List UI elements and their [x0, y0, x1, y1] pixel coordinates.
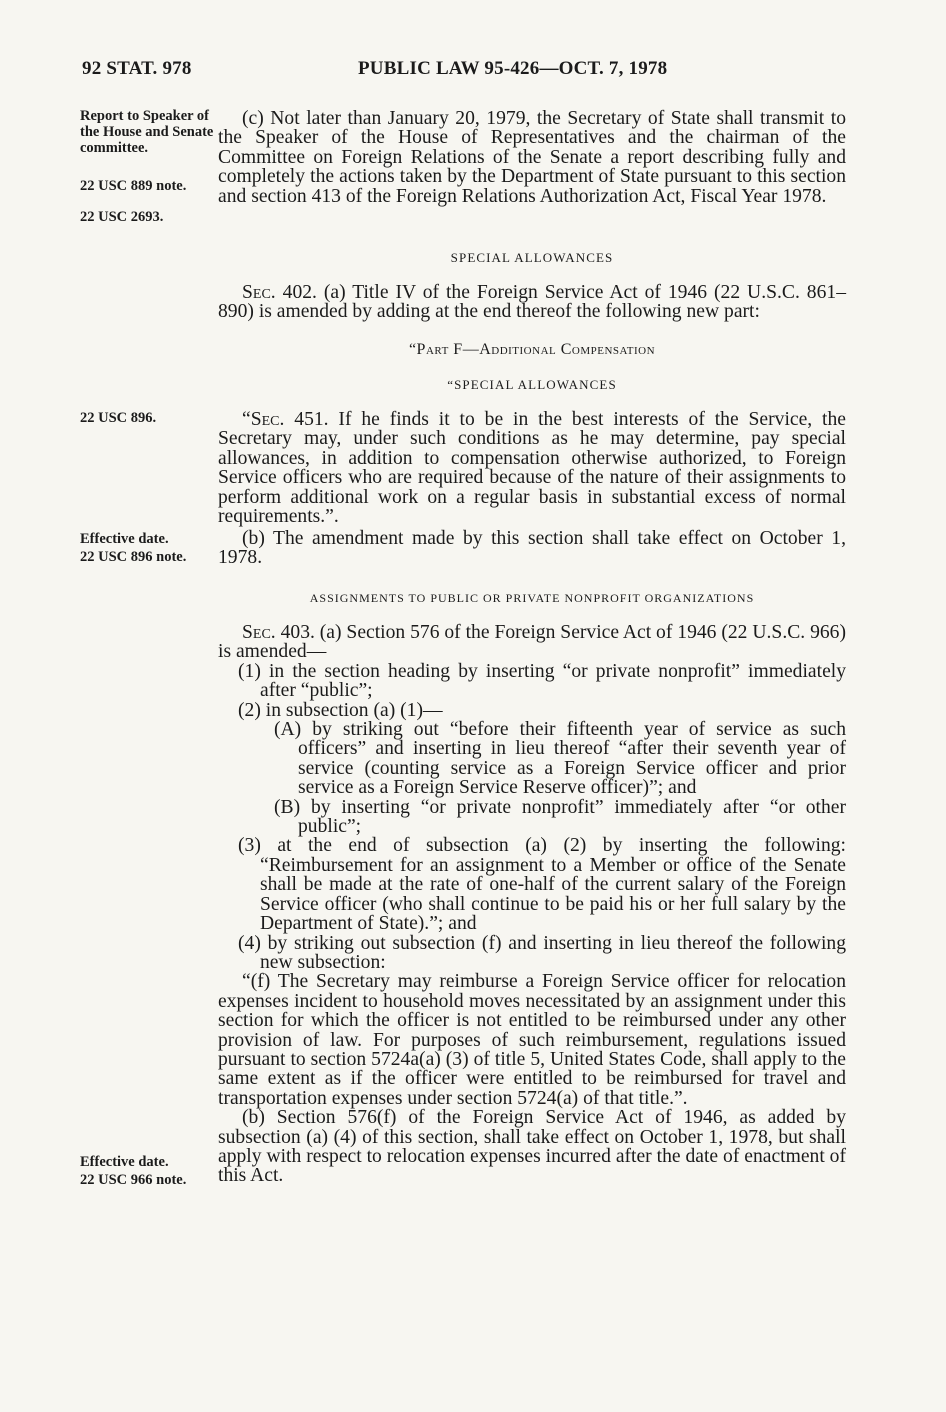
margin-effective-date-2: Effective date. — [80, 1154, 169, 1170]
margin-cite-966-note: 22 USC 966 note. — [80, 1172, 187, 1188]
heading-part-f: “Part F—Additional Compensation — [408, 341, 656, 358]
heading-special-allowances-quoted: “SPECIAL ALLOWANCES — [447, 377, 617, 392]
paragraph-c: (c) Not later than January 20, 1979, the Secretary of State shall transmit to the Speaker of the House of Representatives and the chairman of the Committee on Foreign Relations of the Senate a report describing fully and completely the actions taken by the Department of State pursuant to this section and section 413 of the Foreign Relations Authorization Act, Fiscal Year 1978. — [218, 108, 846, 207]
section-402-b: (b) The amendment made by this section shall take effect on October 1, 1978. — [218, 528, 846, 569]
sec-402-text: 402. (a) Title IV of the Foreign Service Act of 1946 (22 U.S.C. 861–890) is amended by adding at the end thereof the following new part: — [218, 282, 846, 323]
item-3: (3) at the end of subsection (a) (2) by inserting the following: “Reimbursement for an assignment to a Member or office of the Senate shall be made at the rate of one-half of the current salary of the Foreign Service officer (who shall continue to be paid his or her full salary by the Department of State).”; and — [238, 835, 846, 935]
item-2: (2) in subsection (a) (1)— — [238, 699, 443, 721]
item-2a: (A) by striking out “before their fifteenth year of service as such officers” and inserting in lieu thereof “after their seventh year of service (counting service as a Foreign Service officer and prior service as a Foreign Service Reserve officer)”; and — [274, 719, 846, 799]
margin-effective-date-1: Effective date. — [80, 531, 169, 547]
sec-label: “Sec. — [242, 409, 285, 430]
sec-451-text: 451. If he finds it to be in the best interests of the Service, the Secretary may, under such conditions as he may determine, pay special allowances, in addition to compensation otherwise authorized, to Foreign Service officers who are required because of the nature of their assignments to perform additional work on a regular basis in substantial excess of normal requirements.”. — [218, 409, 846, 528]
sec-label: Sec. — [242, 282, 276, 303]
section-403-b: (b) Section 576(f) of the Foreign Service Act of 1946, as added by subsection (a) (4) of this section, shall take effect on October 1, 1978, but shall apply with respect to relocation expenses incurred after the date of enactment of this Act. — [218, 1107, 846, 1187]
item-1: (1) in the section heading by inserting “or private nonprofit” immediately after “public”; — [238, 660, 846, 702]
heading-special-allowances: SPECIAL ALLOWANCES — [450, 250, 614, 265]
item-2b: (B) by inserting “or private nonprofit” immediately after “or other public”; — [274, 796, 846, 838]
section-403 — [218, 623, 846, 1186]
item-4: (4) by striking out subsection (f) and inserting in lieu thereof the following new subsection: — [238, 932, 846, 973]
margin-cite-896: 22 USC 896. — [80, 410, 157, 426]
margin-cite-889: 22 USC 889 note. — [80, 178, 187, 194]
sec-403-text: 403. (a) Section 576 of the Foreign Service Act of 1946 (22 U.S.C. 966) is amended— — [218, 622, 846, 663]
margin-note-report: Report to Speaker of the House and Senate committee. — [80, 108, 214, 156]
margin-cite-2693: 22 USC 2693. — [80, 209, 164, 225]
heading-assignments: ASSIGNMENTS TO PUBLIC OR PRIVATE NONPROFIT ORGANIZATIONS — [309, 591, 755, 605]
running-head: PUBLIC LAW 95-426—OCT. 7, 1978 — [358, 58, 668, 79]
margin-cite-896-note: 22 USC 896 note. — [80, 549, 187, 565]
page-number: 92 STAT. 978 — [82, 58, 192, 79]
section-402 — [218, 283, 846, 322]
subsection-f: “(f) The Secretary may reimburse a Foreign Service officer for relocation expenses incident to household moves necessitated by an assignment under this section for which the officer is not entitled to be reimbursed under any other provision of law. For purposes of such reimbursement, regulations issued pursuant to section 5724a(a) (3) of title 5, United States Code, shall apply to the same extent as if the officer were entitled to be reimbursed for travel and transportation expenses under section 5724(a) of that title.”. — [218, 971, 846, 1109]
sec-label: Sec. — [242, 622, 276, 643]
section-451 — [218, 410, 846, 526]
